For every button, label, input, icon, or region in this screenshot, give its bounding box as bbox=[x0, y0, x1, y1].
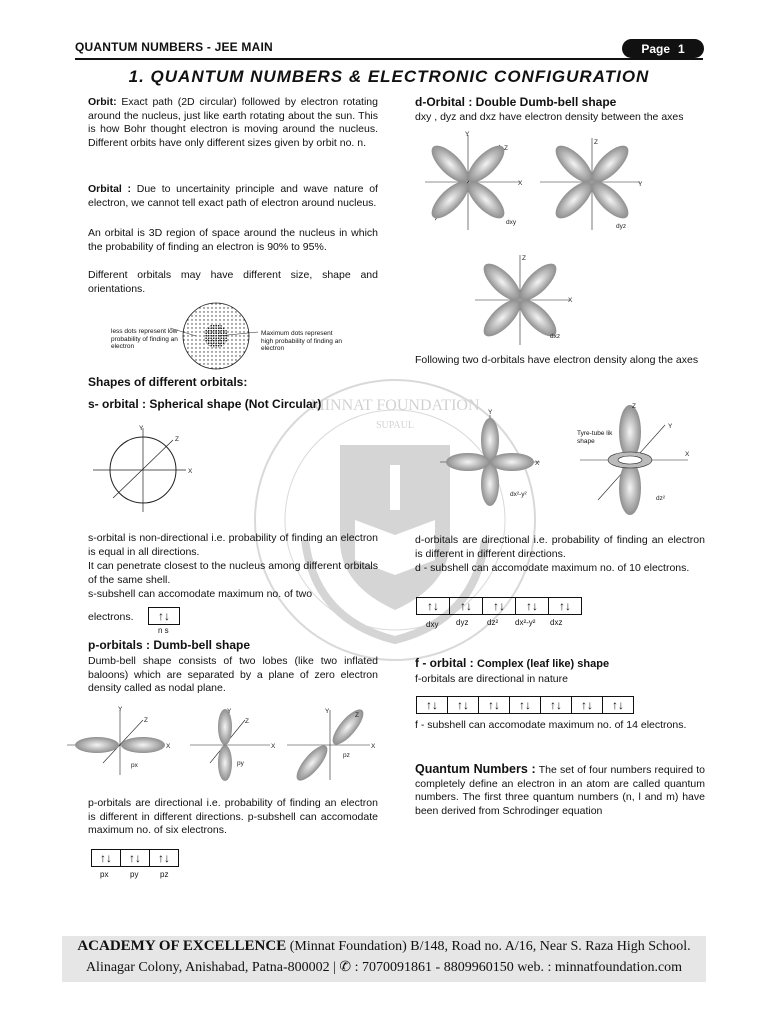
svg-text:X: X bbox=[271, 743, 276, 750]
svg-text:X: X bbox=[188, 468, 193, 475]
px-label: px bbox=[100, 870, 109, 879]
svg-text:dx²-y²: dx²-y² bbox=[510, 491, 527, 498]
orbital-box: ↑↓ bbox=[515, 597, 548, 615]
svg-text:X: X bbox=[371, 743, 376, 750]
svg-text:Y: Y bbox=[668, 423, 673, 430]
orbital-box: ↑↓ bbox=[447, 696, 478, 714]
svg-text:Z: Z bbox=[522, 255, 526, 262]
svg-text:X: X bbox=[685, 451, 690, 458]
svg-text:Z: Z bbox=[175, 436, 179, 443]
p-subshell-boxes bbox=[91, 849, 179, 867]
d-between-axes-diagram bbox=[420, 130, 680, 350]
orbital-text-2: An orbital is 3D region of space around the nucleus in which the probability of finding an electron is 90% to 95%. bbox=[88, 227, 378, 253]
orbital-box: ↑↓ bbox=[120, 849, 149, 867]
max-dots-caption: Maximum dots represent high probability of finding an electron bbox=[261, 330, 342, 352]
orbital-box: ↑↓ bbox=[149, 849, 179, 867]
orbital-box: ↑↓ bbox=[478, 696, 509, 714]
orbit-text: Exact path (2D circular) followed by electron rotating around the nucleus, just like earth rotating about the sun. This is how Bohr thought electron is moving around the nucleus. Different orbits have only different sizes given by orbit no. n. bbox=[88, 96, 378, 149]
orbital-text-3: Different orbitals may have different size, shape and orientations. bbox=[88, 269, 378, 295]
orbital-box: ↑↓ bbox=[416, 597, 449, 615]
quantum-numbers-paragraph bbox=[415, 763, 705, 818]
svg-text:Y: Y bbox=[139, 425, 144, 432]
d-subshell-boxes bbox=[416, 597, 582, 615]
svg-text:X: X bbox=[518, 180, 523, 187]
svg-text:py: py bbox=[237, 760, 244, 767]
page-badge bbox=[622, 39, 704, 58]
svg-text:Z: Z bbox=[594, 139, 598, 146]
orbital-box: ↑↓ bbox=[449, 597, 482, 615]
px-orbital bbox=[67, 706, 171, 775]
py-label: py bbox=[130, 870, 139, 879]
header-rule bbox=[75, 58, 703, 60]
quantum-numbers-heading: Quantum Numbers : bbox=[415, 762, 536, 776]
s-text-3: s-subshell can accomodate maximum no. of two bbox=[88, 588, 313, 600]
f-text-2: f - subshell can accomodate maximum no. of 14 electrons. bbox=[415, 719, 687, 731]
s-text-2: It can penetrate closest to the nucleus among different orbitals of the same shell. bbox=[88, 560, 378, 586]
orbital-label: Orbital : bbox=[88, 183, 132, 195]
s-box-label: n s bbox=[158, 626, 169, 635]
orbit-label: Orbit: bbox=[88, 96, 117, 108]
page-number: 1 bbox=[678, 41, 685, 56]
footer-address-1: (Minnat Foundation) B/148, Road no. A/16, Near S. Raza High School. bbox=[289, 939, 691, 954]
p-text-2: p-orbitals are directional i.e. probability of finding an electron is different in different directions. p-subshell can accomodate maximum no. of six electrons. bbox=[88, 797, 378, 837]
orbital-box: ↑↓ bbox=[416, 696, 447, 714]
svg-text:dz²: dz² bbox=[656, 495, 666, 502]
d-box-label-dx2y2: dx²-y² bbox=[515, 618, 536, 627]
svg-text:dxy: dxy bbox=[506, 219, 517, 226]
f-subshell-boxes bbox=[416, 696, 634, 714]
page-title: 1. QUANTUM NUMBERS & ELECTRONIC CONFIGURATION bbox=[128, 67, 650, 86]
footer bbox=[62, 936, 706, 982]
svg-text:pz: pz bbox=[343, 752, 350, 759]
d-box-label-dxy: dxy bbox=[426, 620, 439, 629]
orbital-box: ↑↓ bbox=[148, 607, 180, 625]
less-dots-caption: less dots represent low probability of finding an electron bbox=[111, 328, 178, 350]
orbital-text-1: Due to uncertainity principle and wave nature of electron, we cannot tell exact path of electron around nucleus. bbox=[88, 183, 378, 209]
p-text-1: Dumb-bell shape consists of two lobes (like two inflated baloons) which are separated by a plane of zero electron density called as nodal plane. bbox=[88, 655, 378, 695]
svg-text:X: X bbox=[568, 297, 573, 304]
orbital-box: ↑↓ bbox=[548, 597, 582, 615]
watermark-subtext: SUPAUL bbox=[376, 420, 414, 431]
quantum-numbers-text: The set of four numbers required to completely define an electron in an atom are called quantum numbers. The first three quantum numbers (n, l and m) have been derived from Schrodinger equation bbox=[415, 764, 705, 817]
d-text-2: Following two d-orbitals have electron density along the axes bbox=[415, 354, 699, 366]
f-heading-a: f - orbital : bbox=[415, 656, 474, 670]
p-orbital-heading: p-orbitals : Dumb-bell shape bbox=[88, 638, 251, 652]
svg-text:Y: Y bbox=[325, 708, 330, 715]
d-text-1: dxy , dyz and dxz have electron density between the axes bbox=[415, 111, 684, 123]
s-orbital-heading: s- orbital : Spherical shape (Not Circular) bbox=[88, 397, 322, 411]
svg-text:Z: Z bbox=[355, 712, 359, 719]
dxz-orbital bbox=[475, 255, 573, 345]
orbital-box: ↑↓ bbox=[602, 696, 634, 714]
dyz-orbital bbox=[540, 138, 643, 230]
dx2y2-orbital bbox=[440, 409, 540, 506]
svg-text:Y: Y bbox=[227, 708, 232, 715]
s-text-4: electrons. bbox=[88, 611, 134, 623]
svg-text:X: X bbox=[535, 460, 540, 467]
header-title: QUANTUM NUMBERS - JEE MAIN bbox=[75, 40, 273, 54]
d-box-label-dxz: dxz bbox=[550, 618, 563, 627]
d-box-label-dz2: dz² bbox=[487, 618, 499, 627]
f-heading-b: Complex (leaf like) shape bbox=[477, 658, 610, 670]
svg-text:Z: Z bbox=[245, 718, 249, 725]
orbital-paragraph bbox=[88, 183, 378, 210]
orbital-box: ↑↓ bbox=[482, 597, 515, 615]
s-text-1: s-orbital is non-directional i.e. probability of finding an electron is equal in all directions. bbox=[88, 532, 378, 558]
dxy-orbital bbox=[425, 131, 523, 230]
page-word: Page bbox=[641, 41, 670, 56]
watermark-text: MINNAT FOUNDATION bbox=[310, 397, 480, 414]
p-orbitals-diagram bbox=[65, 705, 385, 785]
orbital-box: ↑↓ bbox=[509, 696, 540, 714]
svg-text:Y: Y bbox=[465, 131, 470, 138]
f-text-1: f-orbitals are directional in nature bbox=[415, 673, 568, 685]
svg-text:Y: Y bbox=[638, 181, 643, 188]
svg-text:Y: Y bbox=[118, 706, 123, 713]
orbital-box: ↑↓ bbox=[91, 849, 120, 867]
svg-text:dxz: dxz bbox=[550, 333, 561, 340]
svg-text:X: X bbox=[166, 743, 171, 750]
orbital-box: ↑↓ bbox=[540, 696, 571, 714]
svg-text:Z: Z bbox=[632, 403, 636, 410]
d-text-4: d - subshell can accomodate maximum no. of 10 electrons. bbox=[415, 562, 690, 574]
s-subshell-box bbox=[148, 607, 180, 625]
orbital-box: ↑↓ bbox=[571, 696, 602, 714]
py-orbital bbox=[190, 708, 276, 781]
dz2-orbital bbox=[580, 403, 690, 515]
footer-address-2: Alinagar Colony, Anishabad, Patna-800002 | ✆ : 7070091861 - 8809960150 web. : minnatfoundation.com bbox=[85, 960, 683, 975]
pz-label: pz bbox=[160, 870, 169, 879]
d-box-label-dyz: dyz bbox=[456, 618, 469, 627]
svg-text:Y: Y bbox=[488, 409, 493, 416]
footer-academy: ACADEMY OF EXCELLENCE bbox=[77, 938, 287, 954]
svg-text:px: px bbox=[131, 762, 138, 769]
svg-text:Z: Z bbox=[504, 145, 508, 152]
f-orbital-heading bbox=[415, 656, 609, 670]
d-orbital-heading: d-Orbital : Double Dumb-bell shape bbox=[415, 95, 617, 109]
svg-text:Z: Z bbox=[144, 717, 148, 724]
svg-text:dyz: dyz bbox=[616, 223, 627, 230]
s-orbital-diagram bbox=[88, 420, 198, 515]
d-text-3: d-orbitals are directional i.e. probability of finding an electron is different in different directions. bbox=[415, 534, 705, 560]
d-along-axes-diagram bbox=[430, 400, 690, 520]
shapes-heading: Shapes of different orbitals: bbox=[88, 375, 248, 389]
tyre-tube-label: Tyre-tube lik shape bbox=[577, 430, 613, 445]
pz-orbital bbox=[287, 705, 376, 785]
orbit-paragraph bbox=[88, 96, 378, 150]
